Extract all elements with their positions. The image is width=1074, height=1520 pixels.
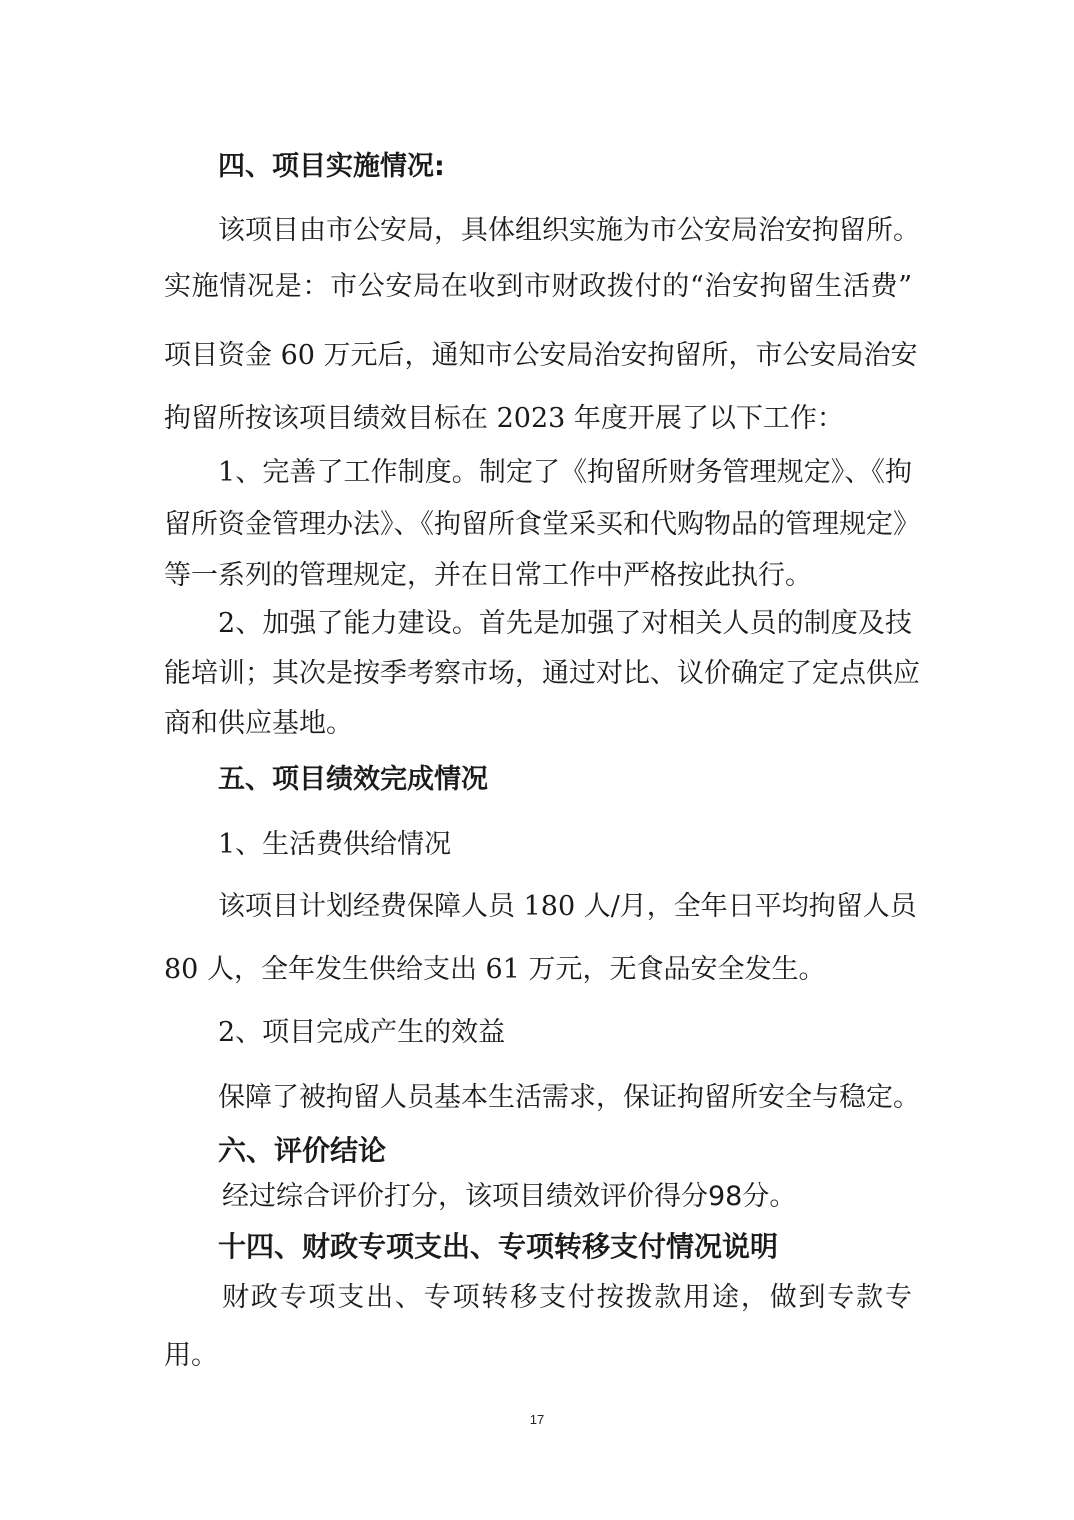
paragraph-line: 80 人，全年发生供给支出 61 万元，无食品安全发生。 bbox=[164, 954, 826, 985]
paragraph-line: 用。 bbox=[164, 1340, 218, 1371]
paragraph-line: 实施情况是：市公安局在收到市财政拨付的“治安拘留生活费” bbox=[164, 271, 912, 302]
paragraph-line: 项目资金 60 万元后，通知市公安局治安拘留所，市公安局治安 bbox=[164, 340, 918, 371]
paragraph-line: 该项目由市公安局，具体组织实施为市公安局治安拘留所。 bbox=[218, 215, 920, 246]
list-item-line: 能培训；其次是按季考察市场，通过对比、议价确定了定点供应 bbox=[164, 658, 920, 689]
section-heading-conclusion: 六、评价结论 bbox=[218, 1134, 387, 1167]
subheading: 1、生活费供给情况 bbox=[218, 829, 452, 860]
paragraph-line: 该项目计划经费保障人员 180 人/月，全年日平均拘留人员 bbox=[218, 891, 917, 922]
section-heading-special-expenditure: 十四、财政专项支出、专项转移支付情况说明 bbox=[218, 1230, 779, 1263]
list-item-line: 1、完善了工作制度。制定了《拘留所财务管理规定》、《拘 bbox=[218, 457, 912, 488]
section-heading-performance: 五、项目绩效完成情况 bbox=[218, 764, 488, 795]
paragraph-line: 财政专项支出、专项转移支付按拨款用途，做到专款专 bbox=[222, 1282, 912, 1313]
list-item-line: 等一系列的管理规定，并在日常工作中严格按此执行。 bbox=[164, 560, 812, 591]
list-item-line: 留所资金管理办法》、《拘留所食堂采买和代购物品的管理规定》 bbox=[164, 509, 920, 540]
paragraph-line: 拘留所按该项目绩效目标在 2023 年度开展了以下工作： bbox=[164, 403, 844, 434]
list-item-line: 商和供应基地。 bbox=[164, 708, 353, 739]
page-number: 17 bbox=[529, 1412, 545, 1427]
subheading: 2、项目完成产生的效益 bbox=[218, 1017, 506, 1048]
section-heading-implementation: 四、项目实施情况: bbox=[218, 151, 445, 182]
paragraph-line: 保障了被拘留人员基本生活需求，保证拘留所安全与稳定。 bbox=[218, 1082, 920, 1113]
list-item-line: 2、加强了能力建设。首先是加强了对相关人员的制度及技 bbox=[218, 608, 912, 639]
paragraph-line: 经过综合评价打分，该项目绩效评价得分98分。 bbox=[222, 1181, 797, 1212]
